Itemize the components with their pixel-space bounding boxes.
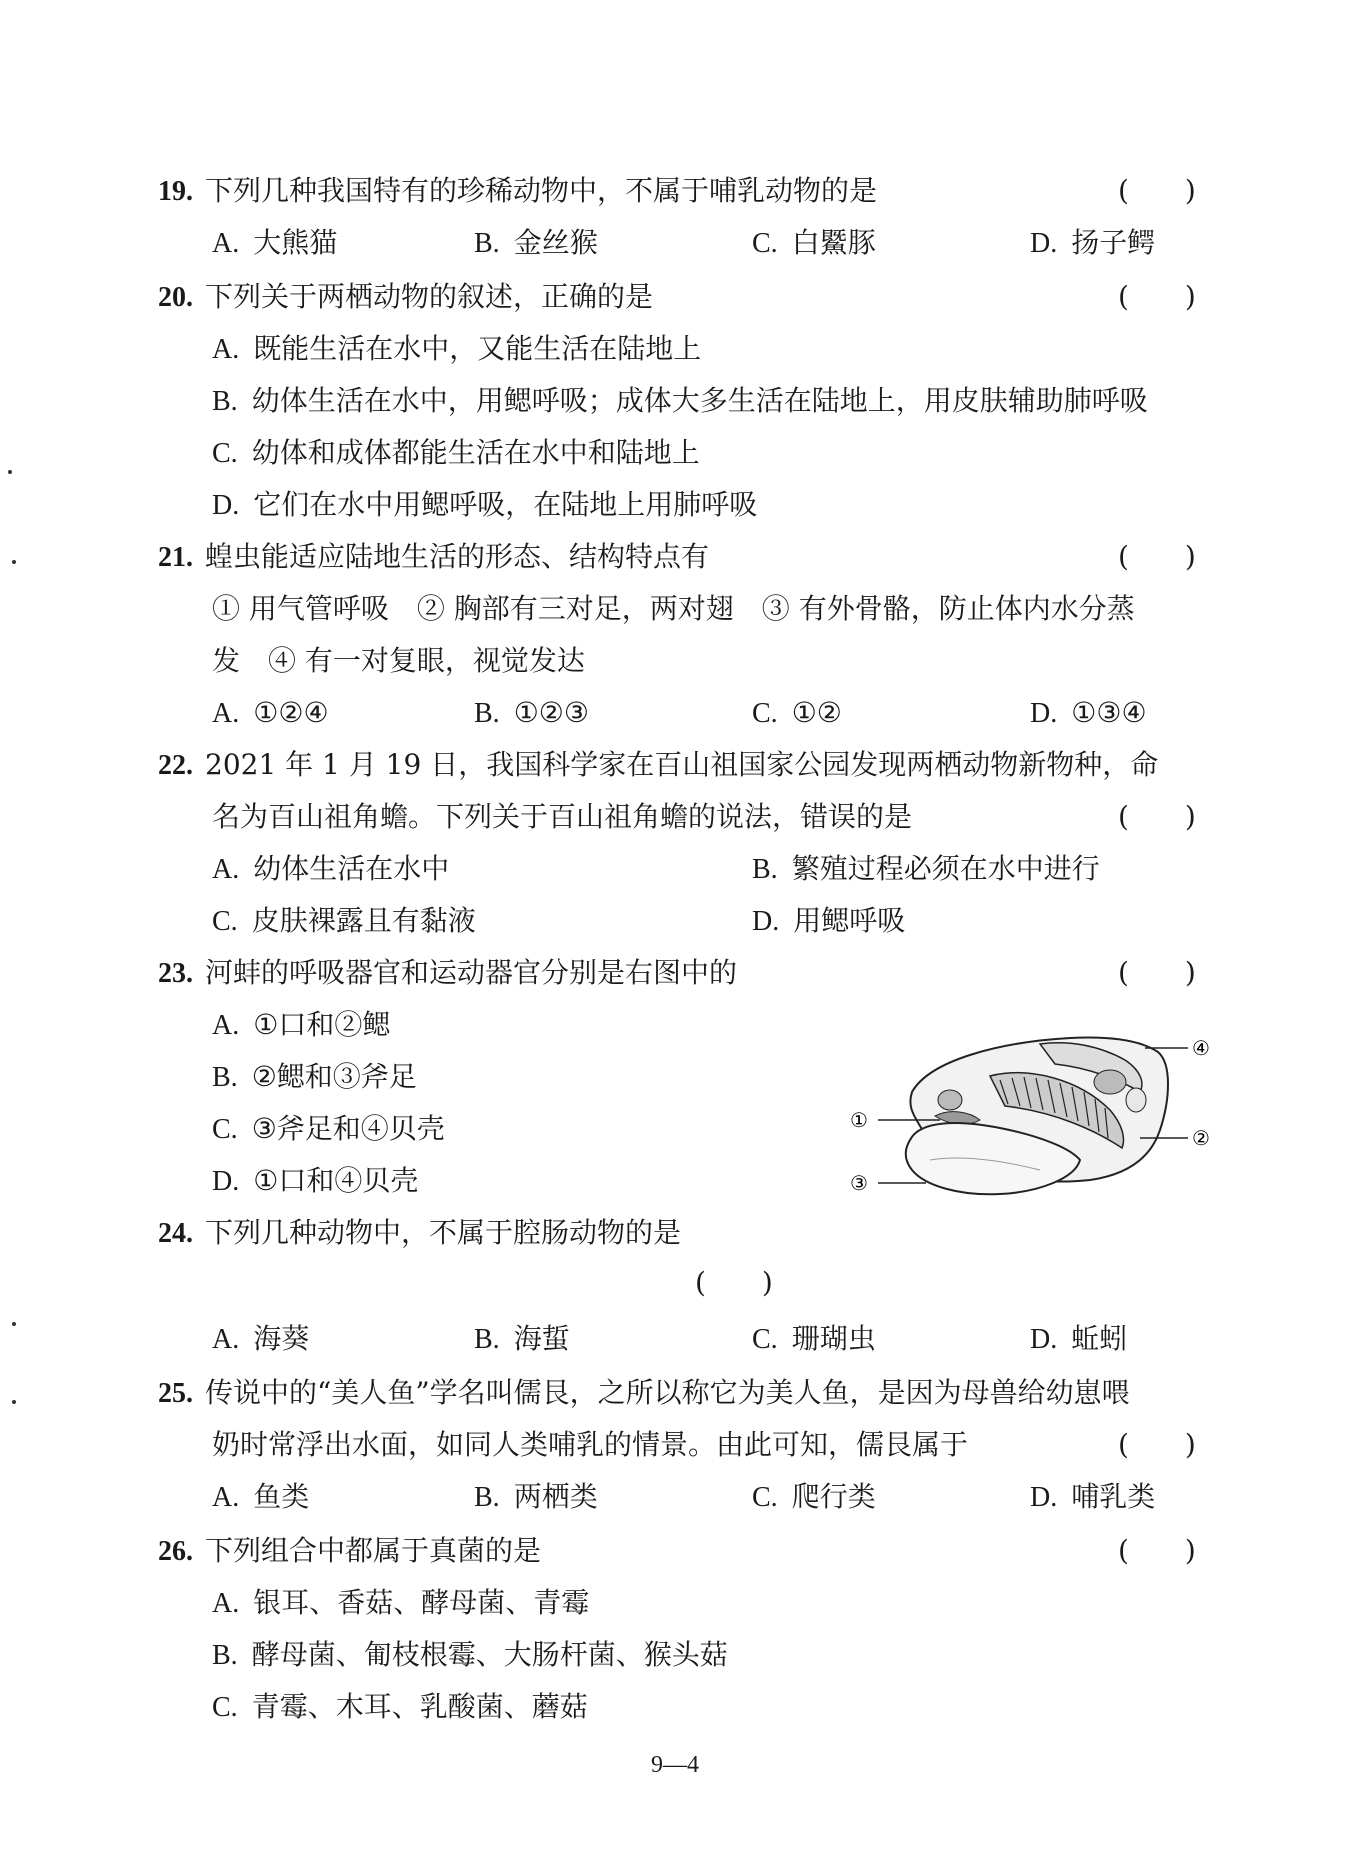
question-22-stem-cont: 名为百山祖角蟾。下列关于百山祖角蟾的说法，错误的是 [212, 800, 913, 833]
question-number: 26. [158, 1536, 193, 1567]
margin-mark [12, 1322, 16, 1326]
figure-label-4: ④ [1192, 1036, 1210, 1060]
option-b[interactable]: B. 金丝猴 [474, 226, 598, 259]
option-c[interactable]: C. 幼体和成体都能生活在水中和陆地上 [212, 436, 700, 469]
option-a[interactable]: A. 海葵 [212, 1322, 310, 1355]
question-number: 24. [158, 1218, 193, 1249]
option-b[interactable]: B. 酵母菌、匍枝根霉、大肠杆菌、猴头菇 [212, 1638, 728, 1671]
option-c[interactable]: C. ①② [752, 696, 842, 729]
option-d[interactable]: D. ①③④ [1030, 696, 1147, 729]
question-22-stem [158, 748, 1158, 783]
option-c[interactable]: C. 青霉、木耳、乳酸菌、蘑菇 [212, 1690, 588, 1723]
option-a[interactable]: A. ①②④ [212, 696, 329, 729]
option-b[interactable]: B. 幼体生活在水中，用鳃呼吸；成体大多生活在陆地上，用皮肤辅助肺呼吸 [212, 384, 1148, 417]
margin-mark [12, 560, 16, 564]
question-21-statements: ① 用气管呼吸 ② 胸部有三对足，两对翅 ③ 有外骨骼，防止体内水分蒸 [212, 592, 1135, 625]
question-number: 20. [158, 282, 193, 313]
question-number: 22. [158, 750, 193, 781]
answer-paren[interactable]: ( ) [1118, 956, 1196, 989]
option-a[interactable]: A. 幼体生活在水中 [212, 852, 450, 885]
organ-blob [1094, 1070, 1126, 1094]
answer-paren[interactable]: ( ) [1118, 1534, 1196, 1567]
question-number: 25. [158, 1378, 193, 1409]
option-b[interactable]: B. ②鳃和③斧足 [212, 1060, 417, 1093]
question-text: 下列组合中都属于真菌的是 [205, 1534, 542, 1567]
answer-paren[interactable]: ( ) [1118, 280, 1196, 313]
question-text: 下列几种动物中，不属于腔肠动物的是 [205, 1216, 682, 1249]
question-text: 2021 年 1 月 19 日，我国科学家在百山祖国家公园发现两栖动物新物种，命 [205, 748, 1159, 781]
option-a[interactable]: A. 既能生活在水中，又能生活在陆地上 [212, 332, 702, 365]
question-23-stem [158, 956, 737, 991]
option-b[interactable]: B. 海蜇 [474, 1322, 570, 1355]
figure-label-3: ③ [850, 1171, 868, 1195]
option-d[interactable]: D. 扬子鳄 [1030, 226, 1156, 259]
answer-paren[interactable]: ( ) [1118, 174, 1196, 207]
option-a[interactable]: A. 银耳、香菇、酵母菌、青霉 [212, 1586, 590, 1619]
figure-label-2: ② [1192, 1126, 1210, 1150]
figure-label-1: ① [850, 1108, 868, 1132]
answer-paren[interactable]: ( ) [1118, 540, 1196, 573]
option-b[interactable]: B. ①②③ [474, 696, 589, 729]
question-number: 21. [158, 542, 193, 573]
option-d[interactable]: D. 它们在水中用鳃呼吸，在陆地上用肺呼吸 [212, 488, 758, 521]
question-21-stem [158, 540, 709, 575]
option-b[interactable]: B. 繁殖过程必须在水中进行 [752, 852, 1100, 885]
option-c[interactable]: C. 珊瑚虫 [752, 1322, 876, 1355]
question-number: 23. [158, 958, 193, 989]
question-number: 19. [158, 176, 193, 207]
question-25-stem-cont: 奶时常浮出水面，如同人类哺乳的情景。由此可知，儒艮属于 [212, 1428, 969, 1461]
mussel-anatomy-figure [840, 1020, 1220, 1210]
option-c[interactable]: C. 皮肤裸露且有黏液 [212, 904, 476, 937]
option-c[interactable]: C. 爬行类 [752, 1480, 876, 1513]
page-number: 9—4 [651, 1752, 699, 1778]
option-a[interactable]: A. ①口和②鳃 [212, 1008, 391, 1041]
organ-blob [1126, 1088, 1146, 1112]
question-20-stem [158, 280, 653, 315]
question-text: 传说中的“美人鱼”学名叫儒艮，之所以称它为美人鱼，是因为母兽给幼崽喂 [205, 1376, 1130, 1409]
answer-paren[interactable]: ( ) [1118, 1428, 1196, 1461]
answer-paren[interactable]: ( ) [1118, 800, 1196, 833]
option-d[interactable]: D. ①口和④贝壳 [212, 1164, 419, 1197]
option-c[interactable]: C. 白鱀豚 [752, 226, 876, 259]
option-d[interactable]: D. 哺乳类 [1030, 1480, 1156, 1513]
option-a[interactable]: A. 大熊猫 [212, 226, 338, 259]
option-d[interactable]: D. 用鳃呼吸 [752, 904, 906, 937]
question-25-stem [158, 1376, 1130, 1411]
question-21-statements-cont: 发 ④ 有一对复眼，视觉发达 [212, 644, 585, 677]
option-b[interactable]: B. 两栖类 [474, 1480, 598, 1513]
question-24-stem [158, 1216, 681, 1251]
question-text: 蝗虫能适应陆地生活的形态、结构特点有 [205, 540, 710, 573]
answer-paren[interactable]: ( ) [695, 1266, 773, 1299]
question-text: 下列几种我国特有的珍稀动物中，不属于哺乳动物的是 [205, 174, 878, 207]
option-c[interactable]: C. ③斧足和④贝壳 [212, 1112, 445, 1145]
question-text: 下列关于两栖动物的叙述，正确的是 [205, 280, 654, 313]
question-19-stem [158, 174, 877, 209]
margin-mark [12, 1400, 16, 1404]
margin-mark [8, 470, 12, 474]
organ-blob [938, 1090, 962, 1110]
option-a[interactable]: A. 鱼类 [212, 1480, 310, 1513]
question-text: 河蚌的呼吸器官和运动器官分别是右图中的 [205, 956, 738, 989]
question-26-stem [158, 1534, 541, 1569]
option-d[interactable]: D. 蚯蚓 [1030, 1322, 1128, 1355]
